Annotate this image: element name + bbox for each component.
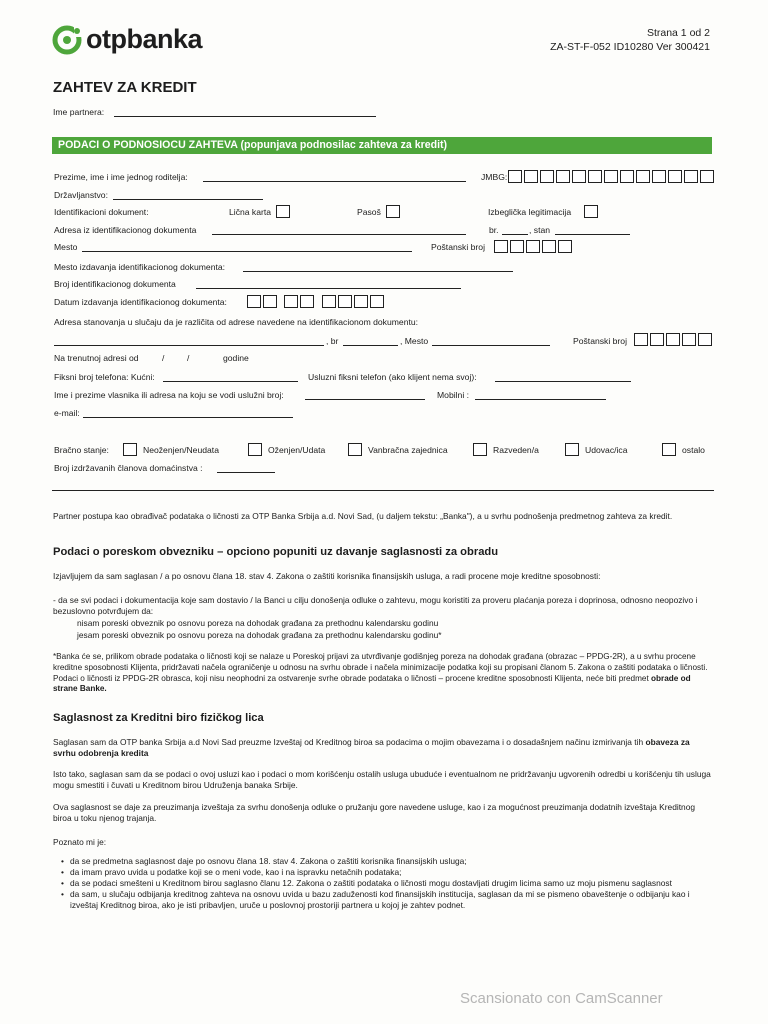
section-bar — [52, 137, 712, 154]
credit-p2: Isto tako, saglasan sam da se podaci o ovoj usluzi kao i podaci o mom korišćenju ostalih usluga ubuduće i eventualnom ne pridržavanju ugvorenih odredbi u korišćenju tih usluga mogu smestiti i čuvati u Kreditnom birou Udruženja banaka Srbije. — [53, 769, 711, 790]
id-number-input-line[interactable] — [196, 288, 461, 289]
jmbg-box[interactable] — [700, 170, 714, 183]
name-label: Prezime, ime i ime jednog roditelja: — [54, 172, 188, 182]
jmbg-box[interactable] — [508, 170, 522, 183]
service-phone-input-line[interactable] — [495, 381, 631, 382]
tax-note-text: *Banka će se, prilikom obrade podataka o ličnosti koji se nalaze u Poreskoj prijavi za utvrđivanje godišnjeg poreza na dohodak građana (obrazac – PPDG-2R), a u svrhu procene kreditne sposobnosti Klijenta, pridržavati načela ograničenje u odnosu na svrhu obrade i načela minimizacije podatka koji su propisani članom 5. Zakona o zaštiti podataka o ličnosti. Podaci o ličnosti iz PPDG-2R obrasca, koji nisu neophodni za ostvarenje svrhe obrade podataka o ličnosti – procene kreditne sposobnosti Klijenta, neće biti predmet — [53, 652, 708, 683]
place-label: Mesto — [54, 242, 78, 252]
postal-box[interactable] — [666, 333, 680, 346]
postal2-boxes[interactable] — [634, 333, 712, 346]
date-box[interactable] — [263, 295, 277, 308]
credit-heading: Saglasnost za Kreditni biro fizičkog lica — [53, 712, 264, 724]
residence-label: Adresa stanovanja u slučaju da je različita od adrese navedene na identifikacionom dokumentu: — [54, 317, 419, 327]
credit-bullet-4: • da sam, u slučaju odbijanja kreditnog zahteva na osnovu uvida u bazu zaduženosti kod finansijskih institucija, saglasan da mi se pismeno obaveštenje o odbijanju kao i izveštaj Kreditnog biroa, ako je isti pribavljen, uruče u poslovnoj prostoriji partnera u kojoj je zahtev podnet. — [70, 889, 710, 911]
phone-owner-label: Ime i prezime vlasnika ili adresa na koju se vodi uslužni broj: — [54, 390, 284, 400]
mobile-label: Mobilni : — [437, 390, 469, 400]
jmbg-box[interactable] — [604, 170, 618, 183]
date-box[interactable] — [354, 295, 368, 308]
br2-label: , br — [326, 336, 339, 346]
jmbg-label: JMBG: — [481, 172, 508, 182]
dependents-label: Broj izdržavanih članova domaćinstva : — [54, 463, 203, 473]
marital-checkbox-married[interactable] — [248, 443, 262, 456]
email-label: e-mail: — [54, 408, 80, 418]
postal2-label: Poštanski broj — [573, 336, 627, 346]
marital-option-single: Neoženjen/Neudata — [143, 445, 219, 455]
postal-box[interactable] — [542, 240, 556, 253]
credit-p1-text: Saglasan sam da OTP banka Srbija a.d Novi Sad preuzme Izveštaj od Kreditnog biroa sa podacima o mojim obavezama i o dosadašnjem načinu izmirivanja tih — [53, 737, 644, 747]
stan-input-line[interactable] — [555, 234, 630, 235]
place2-input-line[interactable] — [432, 345, 550, 346]
marital-checkbox-partnership[interactable] — [348, 443, 362, 456]
current-since-label: Na trenutnoj adresi od — [54, 353, 139, 363]
service-phone-label: Usluzni fiksni telefon (ako klijent nema svoj): — [308, 372, 477, 382]
credit-known: Poznato mi je: — [53, 837, 107, 847]
residence-input-line[interactable] — [54, 345, 324, 346]
jmbg-box[interactable] — [668, 170, 682, 183]
partner-text: Partner postupa kao obrađivač podataka o ličnosti za OTP Banka Srbija a.d. Novi Sad, (u daljem tekstu: „Banka"), a u svrhu podnošenja predmetnog zahteva za kredit. — [53, 511, 673, 521]
id-issue-date-label: Datum izdavanja identifikacionog dokumenta: — [54, 297, 227, 307]
tax-option-1: nisam poreski obveznik po osnovu poreza na dohodak građana za prethodnu kalendarsku godinu — [77, 618, 439, 628]
id-card-label: Lična karta — [229, 207, 272, 217]
page-label: Strana 1 od 2 — [646, 27, 710, 39]
date-box[interactable] — [322, 295, 336, 308]
landline-input-line[interactable] — [163, 381, 298, 382]
jmbg-box[interactable] — [524, 170, 538, 183]
tax-note-bold: obrade od strane Banke. — [53, 673, 691, 694]
id-number-label: Broj identifikacionog dokumenta — [54, 279, 176, 289]
postal-boxes[interactable] — [494, 240, 572, 253]
address-id-label: Adresa iz identifikacionog dokumenta — [54, 225, 197, 235]
tax-p1: Izjavljujem da sam saglasan / a po osnovu člana 18. stav 4. Zakona o zaštiti korisnika finansijskih usluga, a radi procene moje kreditne sposobnosti: — [53, 571, 601, 581]
section-divider — [52, 490, 714, 491]
date-box[interactable] — [338, 295, 352, 308]
slash-1: / — [162, 353, 165, 363]
postal-box[interactable] — [634, 333, 648, 346]
refugee-label: Izbeglička legitimacija — [488, 207, 572, 217]
doc-code: ZA-ST-F-052 ID10280 Ver 300421 — [550, 41, 710, 53]
marital-checkbox-single[interactable] — [123, 443, 137, 456]
otp-logo-icon — [52, 25, 82, 55]
marital-label: Bračno stanje: — [54, 445, 109, 455]
date-box[interactable] — [300, 295, 314, 308]
jmbg-box[interactable] — [684, 170, 698, 183]
credit-bullets — [60, 856, 710, 911]
passport-checkbox[interactable] — [386, 205, 400, 218]
postal-box[interactable] — [558, 240, 572, 253]
credit-p3: Ova saglasnost se daje za preuzimanja izveštaja za svrhu donošenja odluke o pružanju gore navedene usluge, kao i za mogućnost preuzimanja dodatnih izveštaja Kreditnog biroa u toku njenog trajanja. — [53, 802, 696, 823]
id-issue-place-label: Mesto izdavanja identifikacionog dokumenta: — [54, 262, 226, 272]
stan-label: , stan — [529, 225, 551, 235]
place2-label: , Mesto — [400, 336, 429, 346]
id-issue-place-input-line[interactable] — [243, 271, 513, 272]
email-input-line[interactable] — [83, 417, 293, 418]
date-month-boxes[interactable] — [284, 295, 314, 308]
postal-box[interactable] — [494, 240, 508, 253]
marital-option-widowed: Udovac/ica — [585, 445, 628, 455]
jmbg-boxes[interactable] — [508, 170, 714, 183]
postal-box[interactable] — [526, 240, 540, 253]
postal-box[interactable] — [682, 333, 696, 346]
citizenship-label: Državljanstvo: — [54, 190, 108, 200]
br2-input-line[interactable] — [343, 345, 398, 346]
marital-checkbox-divorced[interactable] — [473, 443, 487, 456]
partner-label: Ime partnera: — [53, 107, 105, 117]
scanner-watermark: Scansionato con CamScanner — [460, 990, 663, 1007]
credit-bullet-2: • da imam pravo uvida u podatke koji se o meni vode, kao i na ispravku netačnih podataka; — [70, 867, 710, 878]
tax-option-2: jesam poreski obveznik po osnovu poreza na dohodak građana za prethodnu kalendarsku godinu* — [77, 630, 442, 640]
jmbg-box[interactable] — [556, 170, 570, 183]
dependents-input-line[interactable] — [217, 472, 275, 473]
section-bar-title: PODACI O PODNOSIOCU ZAHTEVA (popunjava podnosilac zahteva za kredit) — [58, 139, 448, 151]
jmbg-box[interactable] — [620, 170, 634, 183]
name-input-line[interactable] — [203, 181, 466, 182]
jmbg-box[interactable] — [652, 170, 666, 183]
postal-box[interactable] — [698, 333, 712, 346]
jmbg-box[interactable] — [572, 170, 586, 183]
mobile-input-line[interactable] — [475, 399, 606, 400]
marital-option-divorced: Razveden/a — [493, 445, 539, 455]
id-card-checkbox[interactable] — [276, 205, 290, 218]
postal-box[interactable] — [650, 333, 664, 346]
date-box[interactable] — [284, 295, 298, 308]
marital-option-other: ostalo — [682, 445, 705, 455]
address-id-input-line[interactable] — [212, 234, 466, 235]
jmbg-box[interactable] — [540, 170, 554, 183]
date-box[interactable] — [247, 295, 261, 308]
landline-label: Fiksni broj telefona: Kućni: — [54, 372, 155, 382]
logo-text: otpbanka — [86, 24, 203, 54]
otp-logo — [52, 24, 202, 55]
tax-heading: Podaci o poreskom obvezniku – opciono popuniti uz davanje saglasnosti za obradu — [53, 546, 499, 558]
jmbg-box[interactable] — [636, 170, 650, 183]
marital-option-partnership: Vanbračna zajednica — [368, 445, 448, 455]
place-input-line[interactable] — [82, 251, 412, 252]
jmbg-box[interactable] — [588, 170, 602, 183]
tax-note — [53, 652, 713, 695]
slash-2: / — [187, 353, 190, 363]
date-day-boxes[interactable] — [247, 295, 277, 308]
credit-p1 — [53, 737, 713, 759]
credit-p1-bold: obaveza za svrhu odobrenja kredita — [53, 737, 690, 758]
passport-label: Pasoš — [357, 207, 381, 217]
marital-option-married: Oženjen/Udata — [268, 445, 326, 455]
years-label: godine — [223, 353, 249, 363]
postal-box[interactable] — [510, 240, 524, 253]
page-title: ZAHTEV ZA KREDIT — [53, 79, 197, 96]
phone-owner-input-line[interactable] — [305, 399, 425, 400]
date-box[interactable] — [370, 295, 384, 308]
marital-checkbox-widowed[interactable] — [565, 443, 579, 456]
credit-bullet-1: • da se predmetna saglasnost daje po osnovu člana 18. stav 4. Zakona o zaštiti korisnika finansijskih usluga; — [70, 856, 710, 867]
id-doc-label: Identifikacioni dokument: — [54, 207, 149, 217]
marital-checkbox-other[interactable] — [662, 443, 676, 456]
date-year-boxes[interactable] — [322, 295, 384, 308]
refugee-checkbox[interactable] — [584, 205, 598, 218]
partner-input-line[interactable] — [114, 116, 376, 117]
br-input-line[interactable] — [502, 234, 528, 235]
citizenship-input-line[interactable] — [113, 199, 263, 200]
tax-p2: - da se svi podaci i dokumentacija koje sam dostavio / la Banci u cilju donošenja odluke o zahtevu, mogu koristiti za proveru plaćanja poreza i doprinosa, odnosno neopozivo i bezuslovno potvrđujem da: — [53, 595, 698, 616]
credit-bullet-3: • da se podaci smešteni u Kreditnom birou saglasno članu 12. Zakona o zaštiti podataka o ličnosti mogu dostavljati drugim licima samo uz moju pismenu saglasnost — [70, 878, 710, 889]
br-label: br. — [489, 225, 499, 235]
postal-label: Poštanski broj — [431, 242, 485, 252]
